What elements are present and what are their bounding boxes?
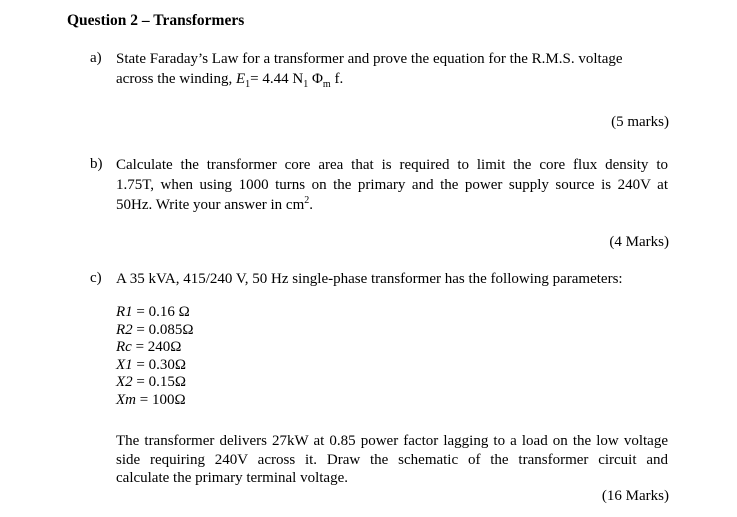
part-b-line3: 50Hz. Write your answer in $cm^2$.: [116, 195, 313, 213]
parameter-r2: R2 = 0.085Ω: [116, 321, 194, 338]
equation-e: E: [235, 71, 246, 87]
equation-rest: = 4.44 N: [250, 71, 304, 87]
parameter-list: [116, 304, 194, 410]
part-b-marks: (4 Marks): [609, 234, 669, 250]
part-b-line1: Calculate the transformer core area that is required to limit the core flux density to: [116, 157, 668, 173]
part-b-label: b): [90, 156, 103, 172]
part-b-text: [116, 155, 668, 215]
part-b-line2: 1.75T, when using 1000 turns on the primary and the power supply source is 240V at: [116, 177, 668, 193]
part-a-label: a): [90, 50, 102, 66]
parameter-rc: Rc = 240Ω: [116, 339, 182, 356]
parameter-x2: X2 = 0.15Ω: [116, 374, 187, 391]
parameter-xm: Xm = 100Ω: [116, 391, 186, 408]
part-a-line1: State Faraday’s Law for a transformer and prove the equation for the R.M.S. voltage: [116, 51, 623, 67]
parameter-x1: X1 = 0.30Ω: [116, 356, 187, 373]
parameter-r1: R1 = 0.16 Ω: [116, 304, 190, 320]
question-title: Question 2 – Transformers: [67, 12, 245, 29]
equation-phi: Φ: [308, 71, 323, 87]
part-c-para-line1: The transformer delivers 27kW at 0.85 power factor lagging to a load on the low voltage: [116, 433, 668, 449]
part-a-text: [116, 49, 623, 89]
part-c-paragraph: [116, 432, 668, 488]
part-a-line2: across the winding, $E_1= 4.44$ $N_1$ $\Phi_m$ f.: [116, 71, 344, 90]
part-c-para-line2: side requiring 240V across it. Draw the schematic of the transformer circuit and: [116, 451, 668, 468]
part-c-marks: (16 Marks): [601, 488, 669, 504]
part-c-label: c): [90, 270, 102, 286]
part-c-intro: A 35 kVA, 415/240 V, 50 Hz single-phase transformer has the following parameters:: [116, 271, 623, 287]
part-a-marks: (5 marks): [611, 114, 669, 130]
part-c-para-line3: calculate the primary terminal voltage.: [116, 470, 348, 486]
